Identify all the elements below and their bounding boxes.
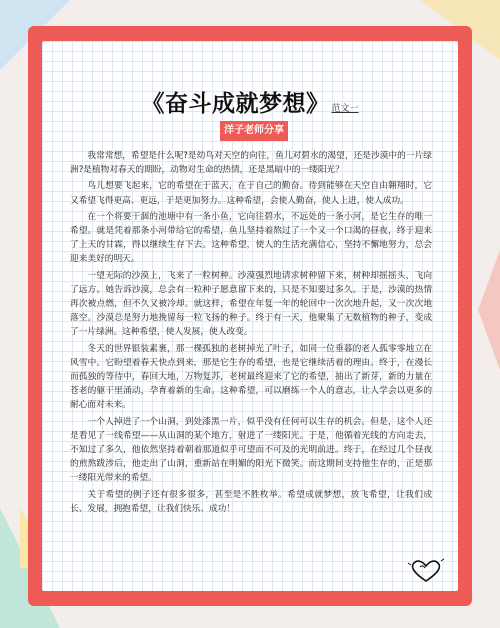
essay-body	[70, 149, 432, 518]
red-frame	[28, 26, 472, 606]
paragraph: 鸟儿想要飞起来，它的希望在于蓝天，在于自己的勤奋。待到能够在天空自由翱翔时，它又希望飞得更高、更远，于是更加努力。这种希望，会使人勤奋，使人上进，使人成功。	[70, 181, 432, 206]
paragraph: 我常常想，希望是什么呢?是幼鸟对天空的向往，鱼儿对碧水的渴望，还是沙漠中的一片绿洲?是植物对春天的期盼，动物对生命的热情，还是黑暗中的一缕阳光？	[70, 151, 432, 176]
paragraph: 关于希望的例子还有很多很多，甚至是不胜枚举。希望成就梦想，放飞希望，让我们成长、发展，拥抱希望，让我们快乐、成功！	[70, 489, 432, 514]
bg-decor-triangle-pink	[478, 250, 500, 370]
page-title: 《奋斗成就梦想》	[141, 91, 330, 117]
title-row	[42, 85, 458, 118]
grid-paper	[42, 41, 458, 591]
paragraph: 在一个将要干涸的池塘中有一条小鱼，它向往碧水，不远处的一条小河，是它生存的唯一希望。就是凭着那条小河带给它的希望，鱼儿坚持着熬过了一个又一个口渴的昼夜，终于迎来了上天的甘霖，得以继续生存下去。这种希望，使人的生活充满信心，坚持不懈地努力，总会迎来美好的明天。	[70, 211, 432, 265]
title-subtitle: 范文一	[331, 104, 359, 114]
paragraph: 一个人掉进了一个山洞，到处漆黑一片，似乎没有任何可以生存的机会。但是，这个人还是看见了一线希望——从山洞的某个地方，射进了一缕阳光。于是，他循着光线的方向走去，不知过了多久，他依然坚持着朝着那道似乎可望而不可及的光明前进。终于，在经过几个昼夜的煎熬跋涉后，他走出了山洞，重新站在明媚的阳光下微笑。而这期间支持他生存的，正是那一缕阳光带来的希望。	[70, 416, 432, 484]
author-badge: 洋子老师分享	[220, 121, 288, 141]
paragraph: 冬天的世界银装素裹，那一棵孤独的老树掉光了叶子，如同一位垂暮的老人孤零零地立在风雪中。它盼望着春天快点到来，那是它生存的希望，也是它继续活着的理由。终于，在漫长而孤独的等待中，春回大地，万物复苏，老树最终迎来了它的希望，抽出了新芽，新的力量在苍老的躯干里涌动，孕育着新的生命。这种希望，可以磨练一个人的意志，让人学会以更多的耐心面对未来。	[70, 343, 432, 411]
heart-doodle-icon	[406, 557, 446, 585]
paragraph: 一望无际的沙漠上，飞来了一粒树种。沙漠强烈地请求树种留下来，树种却摇摇头，飞向了远方。她告诉沙漠，总会有一粒种子愿意留下来的，只是不知要过多久。于是，沙漠的热情再次被点燃，但不久又被冷却。就这样，希望在年复一年的轮回中一次次地升起，又一次次地落空。沙漠总是努力地挽留每一粒飞扬的种子。终于有一天，他聚集了无数植物的种子，变成了一片绿洲。这种希望，使人发展，使人改变。	[70, 270, 432, 338]
